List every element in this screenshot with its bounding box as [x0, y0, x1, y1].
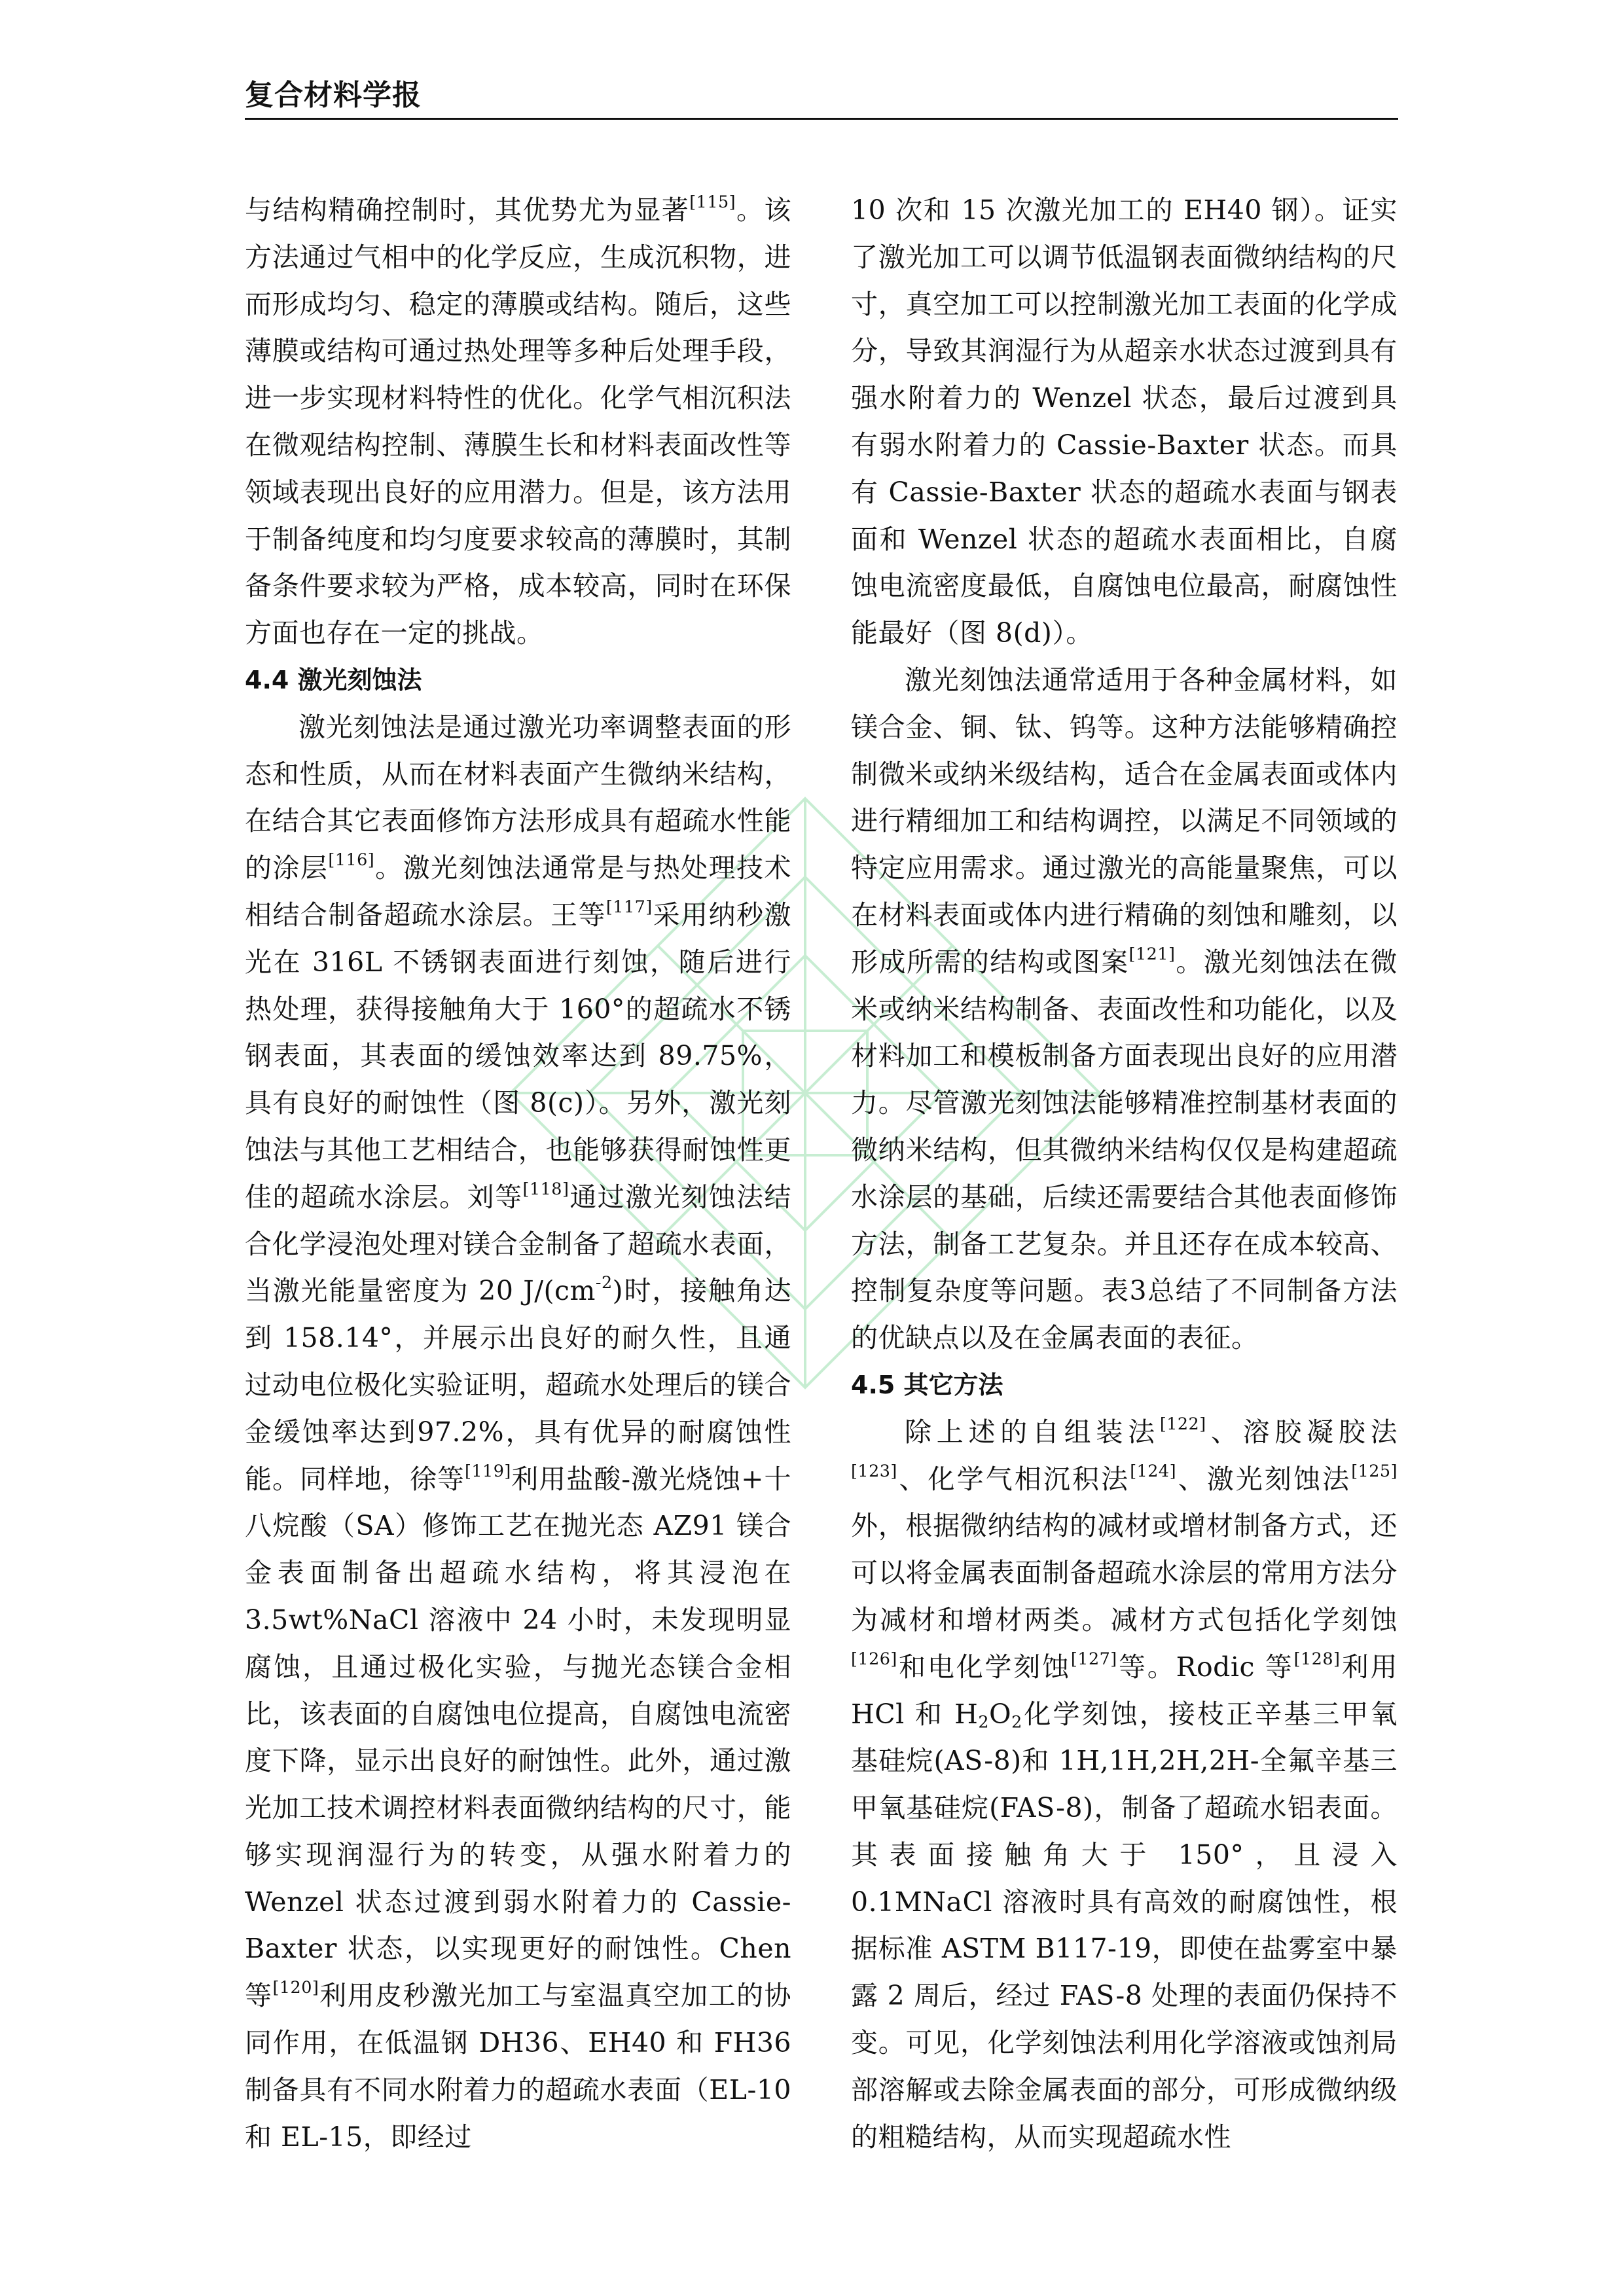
- superscript: [121]: [1128, 943, 1176, 963]
- superscript: [118]: [522, 1178, 569, 1198]
- journal-name: 复合材料学报: [245, 79, 422, 112]
- paragraph-laser-applications: 激光刻蚀法通常适用于各种金属材料，如镁合金、铜、钛、钨等。这种方法能够精确控制微米或纳米级结构，适合在金属表面或体内进行精细加工和结构调控，以满足不同领域的特定应用需求。通过激光的高能量聚焦，可以在材料表面或体内进行精确的刻蚀和雕刻，以形成所需的结构或图案[121]。激光刻蚀法在微米或纳米结构制备、表面改性和功能化，以及材料加工和模板制备方面表现出良好的应用潜力。尽管激光刻蚀法能够精准控制基材表面的微纳米结构，但其微纳米结构仅仅是构建超疏水涂层的基础，后续还需要结合其他表面修饰方法，制备工艺复杂。并且还存在成本较高、控制复杂度等问题。表3总结了不同制备方法的优缺点以及在金属表面的表征。: [851, 664, 1398, 1354]
- superscript: [116]: [328, 850, 375, 870]
- superscript: [128]: [1293, 1648, 1341, 1668]
- superscript: [120]: [272, 1977, 319, 1998]
- superscript: [119]: [464, 1460, 511, 1480]
- right-column: [851, 187, 1398, 2161]
- header-rule: [245, 118, 1398, 120]
- paragraph-cvd-summary: 与结构精确控制时，其优势尤为显著[115]。该方法通过气相中的化学反应，生成沉积物，进而形成均匀、稳定的薄膜或结构。随后，这些薄膜或结构可通过热处理等多种后处理手段，进一步实现材料特性的优化。化学气相沉积法在微观结构控制、薄膜生长和材料表面改性等领域表现出良好的应用潜力。但是，该方法用于制备纯度和均匀度要求较高的薄膜时，其制备条件要求较为严格，成本较高，同时在环保方面也存在一定的挑战。: [245, 192, 792, 649]
- paragraph-laser-continued: 10 次和 15 次激光加工的 EH40 钢）。证实了激光加工可以调节低温钢表面微纳结构的尺寸，真空加工可以控制激光加工表面的化学成分，导致其润湿行为从超亲水状态过渡到具有强水附着力的 Wenzel 状态，最后过渡到具有弱水附着力的 Cassie-Baxter 状态。而具有 Cassie-Baxter 状态的超疏水表面与钢表面和 Wenzel 状态的超疏水表面相比，自腐蚀电流密度最低，自腐蚀电位最高，耐腐蚀性能最好（图 8(d)）。: [851, 194, 1398, 649]
- superscript: [127]: [1070, 1648, 1117, 1668]
- section-heading-laser-etching: 4.4 激光刻蚀法: [245, 665, 422, 694]
- superscript: [125]: [1351, 1460, 1398, 1480]
- superscript: [117]: [605, 897, 653, 917]
- left-column: [245, 187, 791, 2161]
- superscript: [124]: [1130, 1460, 1177, 1480]
- section-heading-other-methods: 4.5 其它方法: [851, 1370, 1003, 1399]
- superscript: -2: [595, 1272, 613, 1293]
- subscript: 2: [978, 1711, 990, 1731]
- paragraph-other-methods: 除上述的自组装法[122]、溶胶凝胶法[123]、化学气相沉积法[124]、激光刻蚀法[125]外，根据微纳结构的减材或增材制备方式，还可以将金属表面制备超疏水涂层的常用方法分为减材和增材两类。减材方式包括化学刻蚀[126]和电化学刻蚀[127]等。Rodic 等[128]利用 HCl 和 $H_2O_2$化学刻蚀，接枝正辛基三甲氧基硅烷(AS-8)和 1H,1H,2H,2H-全氟辛基三甲氧基硅烷(FAS-8)，制备了超疏水铝表面。其表面接触角大于 150°，且浸入 0.1MNaCl 溶液时具有高效的耐腐蚀性，根据标准 ASTM B117-19，即使在盐雾室中暴露 2 周后，经过 FAS-8 处理的表面仍保持不变。可见，化学刻蚀法利用化学溶液或蚀剂局部溶解或去除金属表面的部分，可形成微纳级的粗糙结构，从而实现超疏水性: [851, 1413, 1398, 2153]
- superscript: [123]: [851, 1460, 897, 1480]
- superscript: [115]: [689, 192, 736, 212]
- superscript: [122]: [1159, 1413, 1206, 1433]
- superscript: [126]: [851, 1648, 897, 1668]
- page-header: [245, 73, 1398, 119]
- paragraph-laser-etching: 激光刻蚀法是通过激光功率调整表面的形态和性质，从而在材料表面产生微纳米结构，在结合其它表面修饰方法形成具有超疏水性能的涂层[116]。激光刻蚀法通常是与热处理技术相结合制备超疏水涂层。王等[117]采用纳秒激光在 316L 不锈钢表面进行刻蚀，随后进行热处理，获得接触角大于 160°的超疏水不锈钢表面，其表面的缓蚀效率达到 89.75%，具有良好的耐蚀性（图 8(c)）。另外，激光刻蚀法与其他工艺相结合，也能够获得耐蚀性更佳的超疏水涂层。刘等[118]通过激光刻蚀法结合化学浸泡处理对镁合金制备了超疏水表面，当激光能量密度为 20 $J/(cm^{-2})$时，接触角达到 158.14°，并展示出良好的耐久性，且通过动电位极化实验证明，超疏水处理后的镁合金缓蚀率达到97.2%，具有优异的耐腐蚀性能。同样地，徐等[119]利用盐酸-激光烧蚀+十八烷酸（SA）修饰工艺在抛光态 AZ91 镁合金表面制备出超疏水结构，将其浸泡在 3.5wt%NaCl 溶液中 24 小时，未发现明显腐蚀，且通过极化实验，与抛光态镁合金相比，该表面的自腐蚀电位提高，自腐蚀电流密度下降，显示出良好的耐蚀性。此外，通过激光加工技术调控材料表面微纳结构的尺寸，能够实现润湿行为的转变，从强水附着力的 Wenzel 状态过渡到弱水附着力的 Cassie-Baxter 状态，以实现更好的耐蚀性。Chen 等[120]利用皮秒激光加工与室温真空加工的协同作用，在低温钢 DH36、EH40 和 FH36 制备具有不同水附着力的超疏水表面（EL-10 和 EL-15，即经过: [245, 711, 792, 2153]
- subscript: 2: [1011, 1711, 1022, 1731]
